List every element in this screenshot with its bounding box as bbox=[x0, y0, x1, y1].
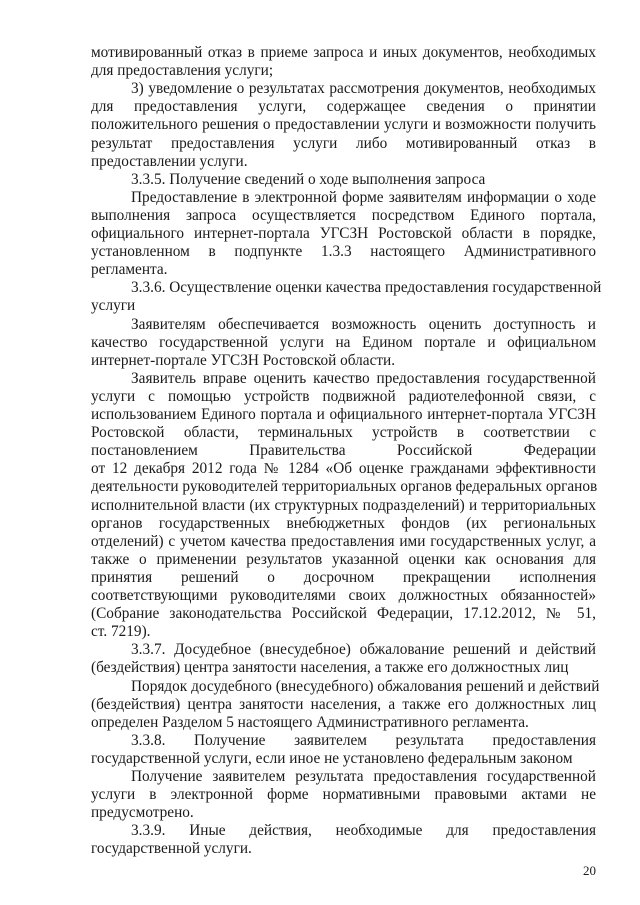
text-line: (бездействия) центра занятости населения, а также его должностных лиц bbox=[91, 695, 596, 713]
text-line: 3.3.6. Осуществление оценки качества предоставления государственной bbox=[131, 279, 602, 297]
text-line: определен Разделом 5 настоящего Административного регламента. bbox=[91, 713, 529, 731]
text-line: отделений) с учетом качества предоставления ими государственных услуг, а bbox=[91, 532, 596, 550]
text-line: 3.3.9. Иные действия, необходимые для предоставления bbox=[131, 822, 596, 840]
text-line: исполнительной власти (их структурных подразделений) и территориальных bbox=[91, 496, 596, 514]
page-number: 20 bbox=[583, 863, 596, 878]
text-line: предусмотрено. bbox=[91, 804, 194, 822]
text-line: качество государственной услуги на Едином портале и официальном bbox=[91, 333, 596, 351]
text-line: мотивированный отказ в приеме запроса и иных документов, необходимых bbox=[91, 44, 596, 61]
text-line: 3.3.7. Досудебное (внесудебное) обжалование решений и действий bbox=[131, 641, 596, 659]
text-line: для предоставления услуги, содержащее сведения о принятии bbox=[91, 98, 596, 116]
text-line: услуги с помощью устройств подвижной радиотелефонной связи, с bbox=[91, 387, 596, 405]
text-line: использованием Единого портала и официального интернет-портала УГСЗН bbox=[91, 406, 596, 423]
text-line: 3.3.8. Получение заявителем результата предоставления bbox=[131, 731, 596, 749]
text-line: Ростовской области, терминальных устройств в соответствии с bbox=[91, 424, 596, 442]
text-line: деятельности руководителей территориальных органов федеральных органов bbox=[91, 478, 598, 496]
text-line: соответствующими руководителями своих должностных обязанностей» bbox=[91, 587, 596, 604]
text-line: положительного решения о предоставлении услуги и возможности получить bbox=[91, 116, 596, 134]
text-line: ст. 7219). bbox=[91, 623, 151, 641]
text-line: (бездействия) центра занятости населения, а также его должностных лиц bbox=[91, 659, 569, 677]
text-line: для предоставления услуги; bbox=[91, 62, 274, 80]
text-line: от 12 декабря 2012 года № 1284 «Об оценке гражданами эффективности bbox=[91, 460, 596, 478]
text-line: услуги bbox=[91, 297, 136, 315]
text-line: (Собрание законодательства Российской Федерации, 17.12.2012, № 51, bbox=[91, 605, 596, 623]
text-line: Заявителям обеспечивается возможность оценить доступность и bbox=[131, 315, 596, 333]
text-line: 3) уведомление о результатах рассмотрения документов, необходимых bbox=[131, 80, 596, 98]
text-line: Заявитель вправе оценить качество предоставления государственной bbox=[131, 369, 596, 387]
text-line: регламента. bbox=[91, 261, 168, 279]
text-line: выполнения запроса осуществляется посредством Единого портала, bbox=[91, 206, 596, 224]
text-line: Получение заявителем результата предоставления государственной bbox=[131, 768, 596, 785]
text-line: государственной услуги. bbox=[91, 840, 252, 858]
text-line: государственной услуги, если иное не установлено федеральным законом bbox=[91, 749, 573, 767]
text-line: органов государственных внебюджетных фондов (их региональных bbox=[91, 514, 596, 532]
text-line: интернет-портале УГСЗН Ростовской области. bbox=[91, 351, 396, 369]
text-line: также о применении результатов указанной оценки как основания для bbox=[91, 550, 596, 568]
text-line: результат предоставления услуги либо мотивированный отказ в bbox=[91, 134, 596, 152]
text-line: официального интернет-портала УГСЗН Ростовской области в порядке, bbox=[91, 225, 596, 242]
text-line: постановлением Правительства Российской Федерации bbox=[91, 442, 596, 460]
text-line: Порядок досудебного (внесудебного) обжалования решений и действий bbox=[131, 677, 600, 695]
text-line: услуги в электронной форме нормативными правовыми актами не bbox=[91, 786, 596, 804]
text-line: Предоставление в электронной форме заявителям информации о ходе bbox=[131, 188, 596, 206]
text-line: 3.3.5. Получение сведений о ходе выполнения запроса bbox=[131, 170, 486, 188]
text-line: принятия решений о досрочном прекращении исполнения bbox=[91, 568, 596, 586]
text-line: установленном в подпункте 1.3.3 настоящего Административного bbox=[91, 243, 596, 261]
text-line: предоставлении услуги. bbox=[91, 152, 248, 170]
